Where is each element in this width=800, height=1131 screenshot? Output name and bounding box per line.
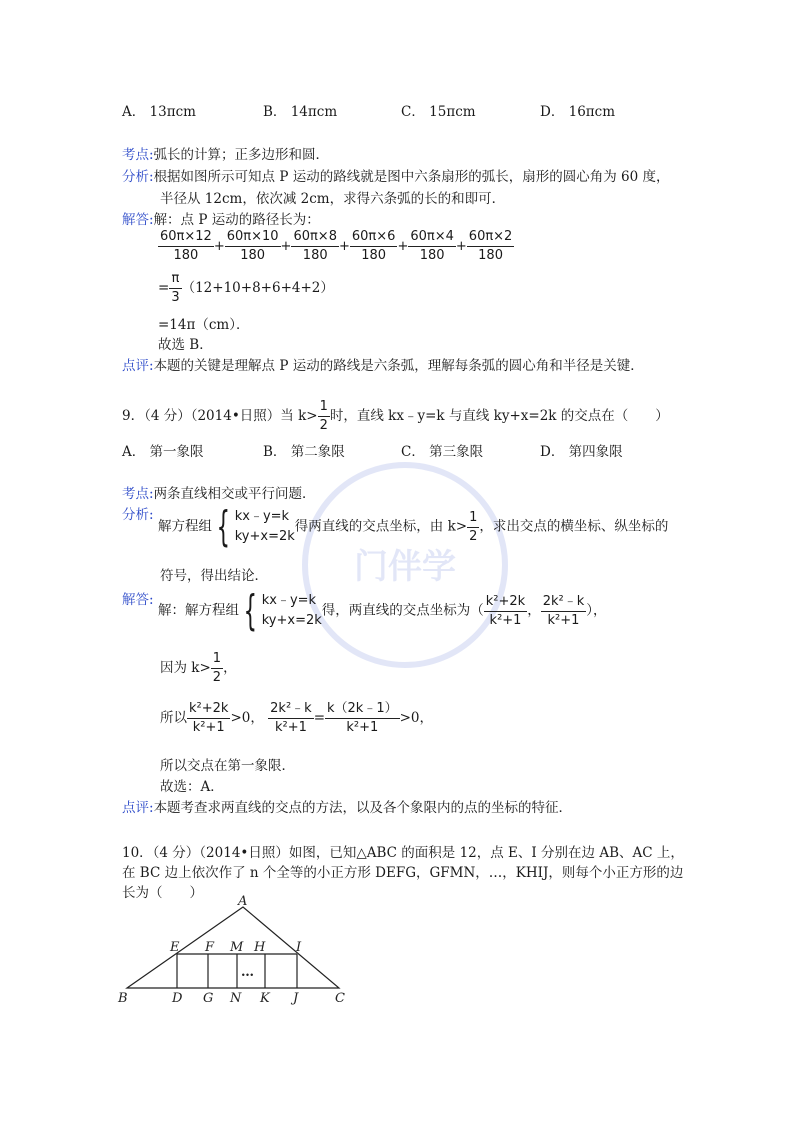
label-g: G [203, 991, 214, 1006]
q10-triangle-figure [110, 895, 360, 1010]
label-n: N [230, 991, 242, 1006]
label-b: B [118, 991, 128, 1006]
q8-fenxi-line2: 半径从 12cm，依次减 2cm，求得六条弧的长的和即可． [160, 191, 506, 207]
q8-fraction-sum: $\frac{60\pi\times 12}{180}$ + $\frac{60\pi\times 10}{180}$ + $\frac{60\pi\times 8}{180}$ + $\frac{60\pi\times 6}{180}$ + $\frac{60\pi\times 4}{180}$ + $\frac{60\pi\times 2}{180}$ [160, 229, 513, 263]
watermark-logo [290, 450, 520, 680]
q8-option-c: C． 15πcm [401, 104, 476, 120]
label-m: M [230, 940, 244, 955]
label-c: C [335, 991, 345, 1006]
q9-option-c: C． 第三象限 [401, 444, 484, 460]
q8-dianping: 点评:本题的关键是理解点 P 运动的路线是六条弧，理解每条弧的圆心角和半径是关键． [122, 358, 644, 374]
q9-option-d: D． 第四象限 [540, 444, 623, 460]
q9-jieda-label: 解答: [122, 592, 154, 608]
q8-kaodian: 考点:弧长的计算；正多边形和圆． [122, 147, 330, 163]
fraction: $\frac{60\pi\times 4}{180}$ [410, 229, 454, 263]
q8-jieda: 解答:解：点 P 运动的路径长为： [122, 212, 320, 228]
q9-conclusion: 所以交点在第一象限． [160, 758, 295, 774]
q9-fenxi: 解方程组 { kx﹣y=k ky+x=2k得两直线的交点坐标，由 k> $\frac{1}{2}$ ，求出交点的横坐标、纵坐标的 [158, 502, 669, 551]
q9-stem: 9．（4 分）（2014•日照）当 k> $\frac{1}{2}$ 时，直线 kx﹣y=k 与直线 ky+x=2k 的交点在（ ） [122, 399, 669, 433]
q8-option-a: A． 13πcm [122, 104, 196, 120]
fraction: $\frac{60\pi\times 10}{180}$ [226, 229, 279, 263]
q9-option-b: B． 第二象限 [263, 444, 345, 460]
fraction: $\frac{60\pi\times 8}{180}$ [293, 229, 337, 263]
label-d: D [172, 991, 183, 1006]
q8-step2: = $\frac{\pi}{3}$ （12+10+8+6+4+2） [158, 271, 334, 305]
ellipsis: … [241, 965, 254, 980]
fraction: $\frac{60\pi\times 12}{180}$ [160, 229, 212, 263]
label-j: J [293, 991, 299, 1006]
label-a: A [238, 895, 248, 909]
label-k: K [260, 991, 270, 1006]
label-e: E [170, 940, 180, 955]
q8-option-d: D． 16πcm [540, 104, 616, 120]
q9-fenxi-label: 分析: [122, 507, 154, 523]
q9-choose: 故选：A． [160, 779, 224, 795]
svg-text:门伴学: 门伴学 [354, 547, 456, 587]
label-i: I [296, 940, 302, 955]
label-h: H [254, 940, 266, 955]
q10-line3: 长为（ ） [122, 885, 203, 901]
q10-line2: 在 BC 边上依次作了 n 个全等的小正方形 DEFG，GFMN，…，KHIJ，则每个小正方形的边 [122, 865, 684, 881]
q10-line1: 10．（4 分）（2014•日照）如图，已知△ABC 的面积是 12，点 E、I 分别在边 AB、AC 上， [122, 845, 684, 861]
q8-choose: 故选 B． [158, 337, 213, 353]
q8-option-b: B． 14πcm [263, 104, 338, 120]
q9-because: 因为 k> $\frac{1}{2}$ ， [160, 651, 237, 685]
q9-kaodian: 考点:两条直线相交或平行问题． [122, 486, 316, 502]
q9-option-a: A． 第一象限 [122, 444, 204, 460]
q9-fenxi-line2: 符号，得出结论． [160, 568, 268, 584]
q8-fenxi: 分析:根据如图所示可知点 P 运动的路线就是图中六条扇形的弧长，扇形的圆心角为 60 度， [122, 169, 670, 185]
q9-so: 所以 $\frac{\text{k²+2k}}{\text{k²+1}}$ >0， $\frac{\text{2k²﹣k}}{\text{k²+1}}$ = $\frac{k(2k﹣1)}{\text{k²+1}}$ >0， [160, 701, 434, 735]
fraction: $\frac{60\pi\times 6}{180}$ [351, 229, 396, 263]
q9-jieda: 解：解方程组 { kx﹣y=k ky+x=2k得，两直线的交点坐标为（ $\frac{\text{k²+2k}}{\text{k²+1}}$ ， $\frac{\text{2k²﹣k}}{\text{k²+1}}$ ）， [158, 586, 607, 635]
fraction: $\frac{60\pi\times 2}{180}$ [468, 229, 513, 263]
q8-step3: =14π（cm）． [158, 317, 250, 333]
q9-dianping: 点评:本题考查求两直线的交点的方法，以及各个象限内的点的坐标的特征． [122, 800, 573, 816]
label-f: F [205, 940, 215, 955]
